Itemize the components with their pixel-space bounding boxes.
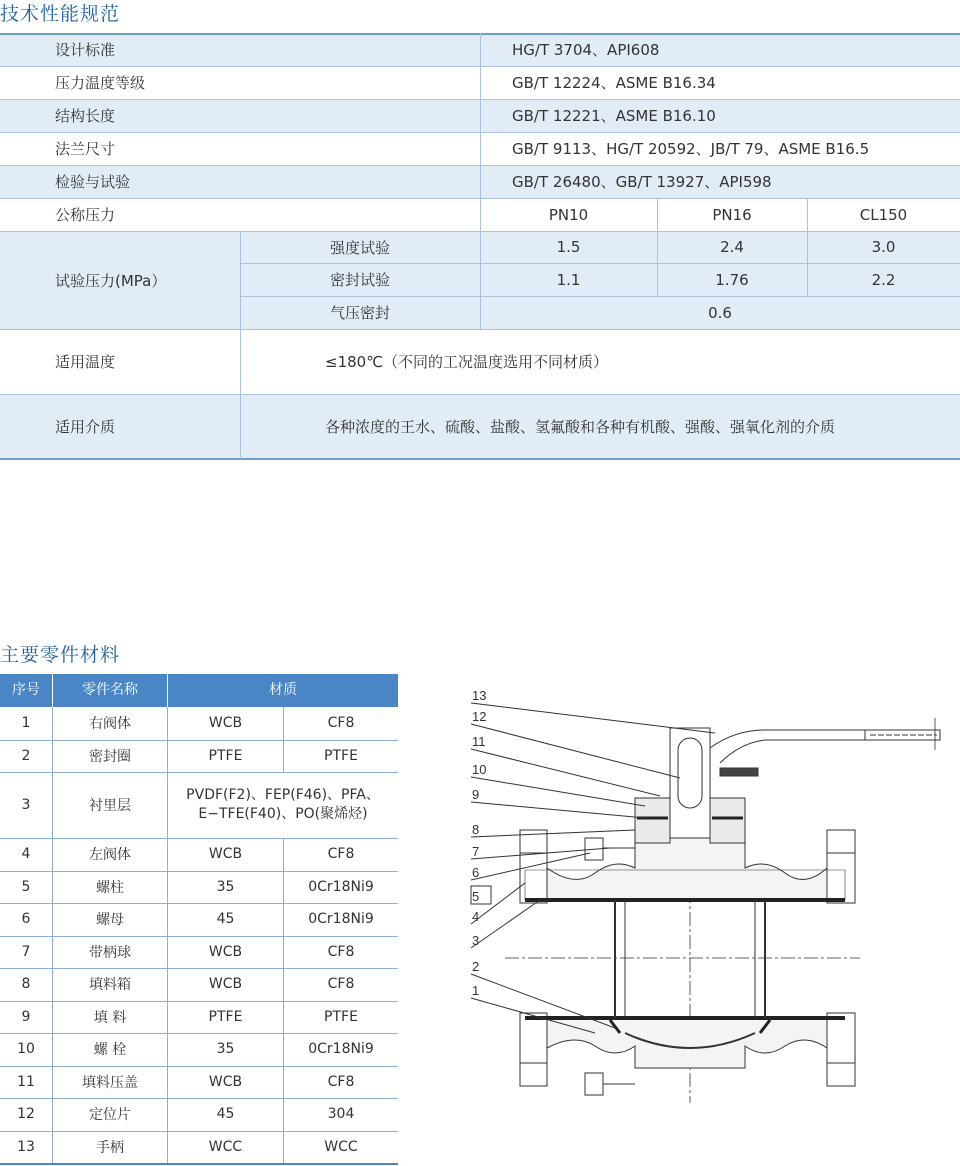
header-name: 零件名称 xyxy=(82,682,138,698)
spec-value-rating: GB/T 12224、ASME B16.34 xyxy=(512,74,716,92)
pressure-class-pn10: PN10 xyxy=(548,205,589,224)
part-material-2: CF8 xyxy=(327,846,355,863)
part-no: 8 xyxy=(21,976,31,993)
part-material-2: CF8 xyxy=(327,943,355,960)
part-no: 2 xyxy=(21,747,31,764)
test-air-value: 0.6 xyxy=(708,303,732,322)
test-seal-value: 1.1 xyxy=(556,270,581,289)
part-material-1: 45 xyxy=(216,1106,235,1123)
spec-table xyxy=(0,33,960,459)
callout-6: 6 xyxy=(472,865,480,880)
spec-label-rating: 压力温度等级 xyxy=(55,74,146,92)
callout-4: 4 xyxy=(472,909,480,924)
test-seal-label: 密封试验 xyxy=(329,271,390,289)
part-name: 螺柱 xyxy=(96,879,124,896)
part-no: 13 xyxy=(17,1138,35,1155)
test-strength-value: 3.0 xyxy=(871,238,896,256)
test-seal-value: 2.2 xyxy=(871,270,896,289)
test-strength-value: 2.4 xyxy=(720,238,744,256)
spec-label-medium: 适用介质 xyxy=(55,418,116,436)
valve-section-svg xyxy=(465,688,960,1108)
part-name: 带柄球 xyxy=(89,944,131,961)
pressure-class-cl150: CL150 xyxy=(859,205,908,224)
spec-value-medium: 各种浓度的王水、硫酸、盐酸、氢氟酸和各种有机酸、强酸、强氧化剂的介质 xyxy=(325,418,836,436)
spec-value-length: GB/T 12221、ASME B16.10 xyxy=(512,107,716,125)
part-material-1: 35 xyxy=(216,1041,235,1058)
part-material-1: PTFE xyxy=(208,1008,243,1025)
test-strength-value: 1.5 xyxy=(556,238,581,256)
part-no: 11 xyxy=(17,1073,35,1090)
spec-label-pressure-class: 公称压力 xyxy=(55,206,116,224)
callout-5: 5 xyxy=(472,889,480,904)
header-no: 序号 xyxy=(12,682,40,698)
spec-value-temperature: ≤180℃（不同的工况温度选用不同材质） xyxy=(325,353,609,371)
part-no: 7 xyxy=(21,943,31,960)
callout-12: 12 xyxy=(472,709,487,724)
part-no: 10 xyxy=(17,1041,35,1058)
part-material-1: WCB xyxy=(208,846,243,863)
callout-11: 11 xyxy=(472,734,486,749)
callout-13: 13 xyxy=(472,688,487,703)
ball-valve-drawing xyxy=(465,688,960,1108)
parts-table xyxy=(0,674,398,1166)
callout-3: 3 xyxy=(472,933,480,948)
callout-labels xyxy=(472,688,486,998)
spec-value-inspection: GB/T 26480、GB/T 13927、API598 xyxy=(512,173,772,191)
spec-label-length: 结构长度 xyxy=(55,107,116,125)
part-material-2: CF8 xyxy=(327,976,355,993)
test-air-label: 气压密封 xyxy=(329,304,390,322)
callout-7: 7 xyxy=(472,844,480,859)
part-material-1: WCB xyxy=(208,976,243,993)
callout-1: 1 xyxy=(472,983,480,998)
part-name: 定位片 xyxy=(89,1107,131,1124)
part-material-line: E−TFE(F40)、PO(聚烯烃) xyxy=(198,806,368,822)
spec-label-flange: 法兰尺寸 xyxy=(55,140,116,158)
part-name: 衬里层 xyxy=(89,798,131,814)
part-no: 12 xyxy=(17,1106,35,1123)
part-material-1: WCB xyxy=(208,715,243,732)
part-material-1: PTFE xyxy=(208,747,243,764)
callout-9: 9 xyxy=(472,787,480,802)
spec-label-inspection: 检验与试验 xyxy=(55,173,131,191)
part-no: 4 xyxy=(21,846,31,863)
part-name: 螺 栓 xyxy=(93,1042,127,1059)
part-material-2: 304 xyxy=(327,1106,355,1123)
part-material-2: WCC xyxy=(324,1138,358,1155)
part-material-line: PVDF(F2)、FEP(F46)、PFA、 xyxy=(186,787,380,803)
part-name: 手柄 xyxy=(96,1139,124,1156)
part-name: 填料箱 xyxy=(89,977,131,994)
part-no: 3 xyxy=(21,797,31,813)
spec-label-design: 设计标准 xyxy=(55,41,116,59)
part-material-1: WCB xyxy=(208,1073,243,1090)
spec-value-design: HG/T 3704、API608 xyxy=(512,41,660,59)
part-material-1: 45 xyxy=(216,911,235,928)
part-material-2: CF8 xyxy=(327,715,355,732)
part-name: 右阀体 xyxy=(89,716,131,733)
part-material-2: 0Cr18Ni9 xyxy=(308,878,374,895)
part-no: 1 xyxy=(21,715,31,732)
part-name: 填料压盖 xyxy=(82,1074,138,1091)
part-material-1: WCB xyxy=(208,943,243,960)
callout-2: 2 xyxy=(472,959,480,974)
spec-label-temperature: 适用温度 xyxy=(55,353,116,371)
part-material-2: 0Cr18Ni9 xyxy=(308,911,374,928)
part-name: 密封圈 xyxy=(89,748,131,765)
part-material-2: PTFE xyxy=(324,1008,358,1025)
test-strength-label: 强度试验 xyxy=(329,238,390,257)
part-material-2: CF8 xyxy=(327,1073,355,1090)
part-material-merged xyxy=(168,772,398,838)
part-name: 填 料 xyxy=(93,1009,127,1026)
spec-label-test-pressure: 试验压力(MPa） xyxy=(55,271,167,290)
callout-10: 10 xyxy=(472,762,487,777)
part-material-2: PTFE xyxy=(324,747,358,764)
header-material: 材质 xyxy=(269,682,297,698)
part-no: 6 xyxy=(21,911,31,928)
test-seal-value: 1.76 xyxy=(715,270,749,289)
part-name: 左阀体 xyxy=(89,847,131,864)
part-material-1: 35 xyxy=(216,878,235,895)
callout-8: 8 xyxy=(472,822,480,837)
spec-value-flange: GB/T 9113、HG/T 20592、JB/T 79、ASME B16.5 xyxy=(512,140,870,158)
spec-section-title: 技术性能规范 xyxy=(0,3,121,25)
pressure-class-pn16: PN16 xyxy=(712,205,752,224)
part-no: 9 xyxy=(21,1008,31,1025)
parts-section-title: 主要零件材料 xyxy=(0,644,121,666)
part-no: 5 xyxy=(21,878,31,895)
part-material-1: WCC xyxy=(208,1138,243,1155)
part-material-2: 0Cr18Ni9 xyxy=(308,1041,374,1058)
part-name: 螺母 xyxy=(96,912,124,929)
